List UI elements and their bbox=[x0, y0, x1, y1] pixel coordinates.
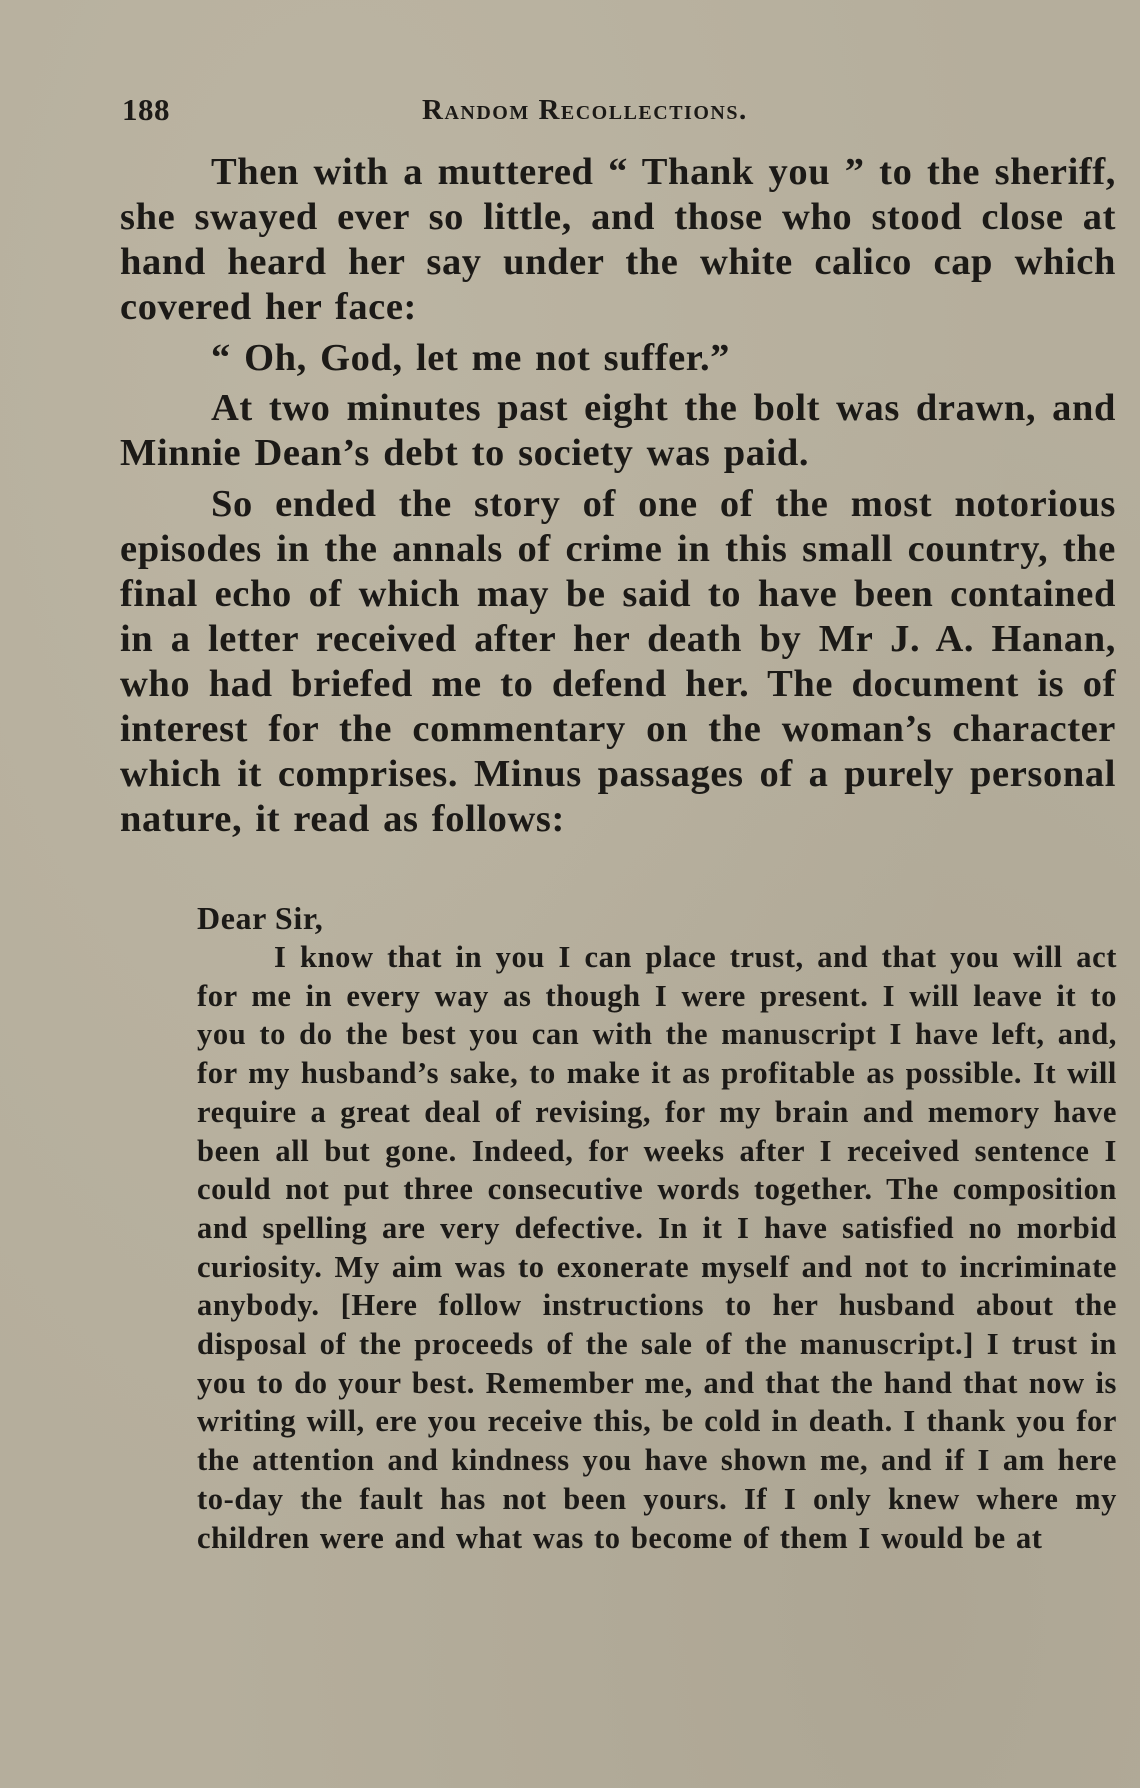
paragraph-execution: At two minutes past eight the bolt was drawn, and Minnie Dean’s debt to society was paid. bbox=[120, 387, 1116, 474]
paragraph-prayer: “ Oh, God, let me not suffer.” bbox=[211, 337, 731, 379]
paragraph-sheriff: Then with a muttered “ Thank you ” to the sheriff, she swayed ever so little, and those who stood close at hand heard her say under the white calico cap which covered her face: bbox=[120, 151, 1116, 328]
running-head: Random Recollections. bbox=[422, 94, 748, 126]
letter-salutation: Dear Sir, bbox=[197, 900, 324, 936]
paragraph-story-ended: So ended the story of one of the most notorious episodes in the annals of crime in this small country, the final echo of which may be said to have been contained in a letter received after her death by Mr J. A. Hanan, who had briefed me to defend her. The document is of interest for the commentary on the woman’s character which it comprises. Minus passages of a purely personal nature, it read as follows: bbox=[120, 483, 1116, 840]
quoted-letter bbox=[197, 898, 1117, 1557]
main-text bbox=[120, 150, 1116, 842]
page-number: 188 bbox=[122, 92, 170, 127]
page-header bbox=[122, 92, 818, 132]
letter-body: I know that in you I can place trust, and that you will act for me in every way as though I were present. I will leave it to you to do the best you can with the manuscript I have left, and, for my husband’s sake, to make it as profitable as possible. It will require a great deal of revising, for my brain and memory have been all but gone. Indeed, for weeks after I received sentence I could not put three consecutive words together. The composition and spelling are very defective. In it I have satisfied no morbid curiosity. My aim was to exonerate myself and not to incriminate anybody. [Here follow instructions to her husband about the disposal of the proceeds of the sale of the manuscript.] I trust in you to do your best. Remember me, and that the hand that now is writing will, ere you receive this, be cold in death. I thank you for the attention and kindness you have shown me, and if I am here to-day the fault has not been yours. If I only knew where my children were and what was to become of them I would be at bbox=[197, 940, 1117, 1555]
